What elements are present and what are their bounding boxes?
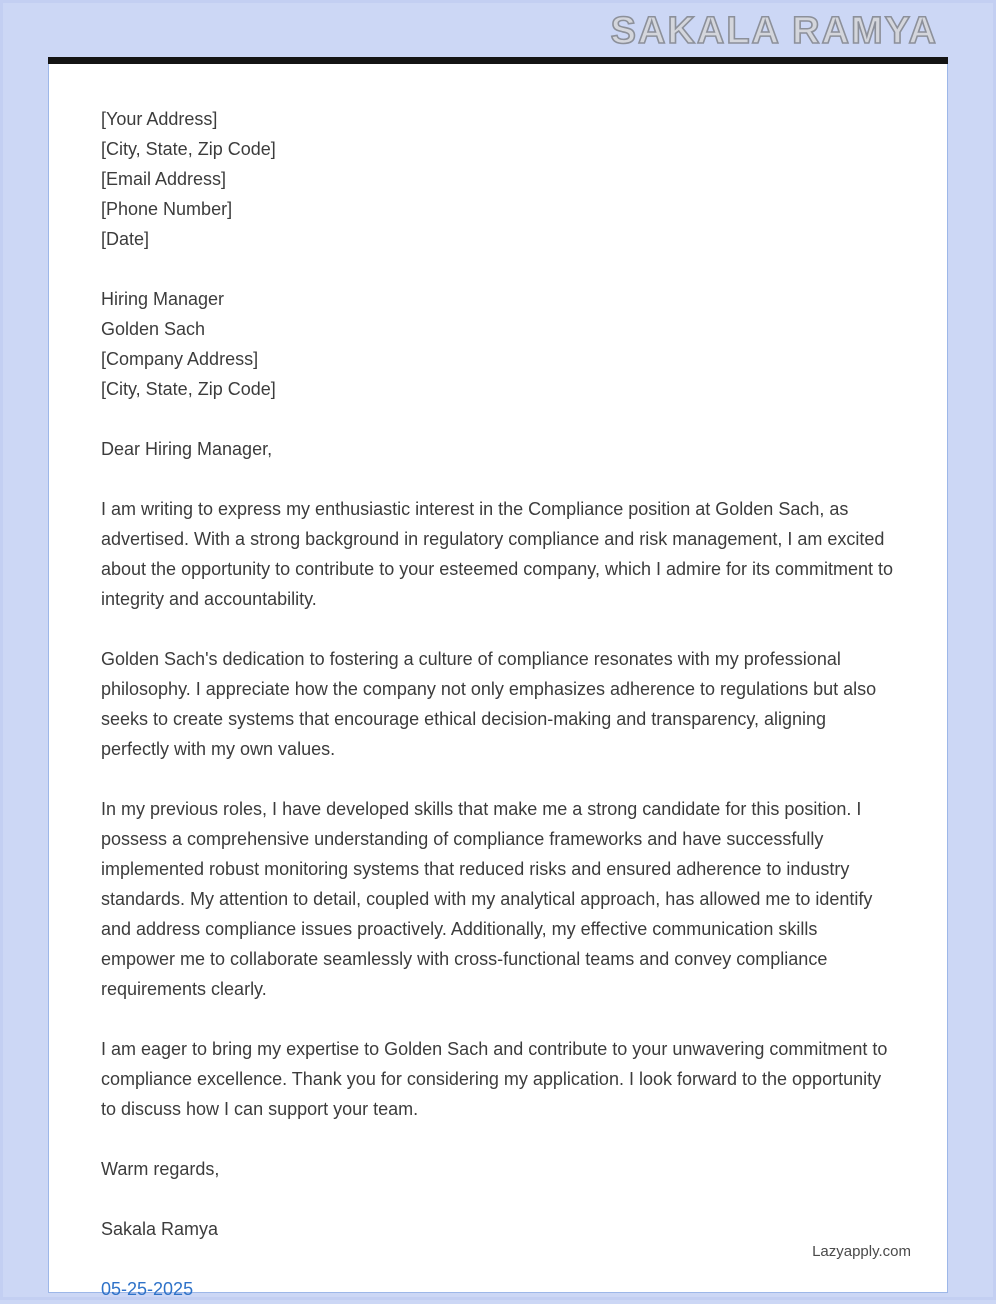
sender-date-line: [Date] <box>101 229 150 249</box>
recipient-address-line: [Company Address] <box>101 349 259 369</box>
sender-email-line: [Email Address] <box>101 169 227 189</box>
watermark-text: Lazyapply.com <box>812 1243 911 1260</box>
recipient-company-line: Golden Sach <box>101 319 206 339</box>
header-name: SAKALA RAMYA <box>610 10 938 52</box>
signature-name: Sakala Ramya <box>101 1219 219 1239</box>
paragraph-company-fit: Golden Sach's dedication to fostering a culture of compliance resonates with my professional philosophy. I appreciate how the company not only emphasizes adherence to regulations but also seeks to create systems that encourage ethical decision-making and transparency, aligning perfectly with my own values. <box>101 649 877 759</box>
salutation: Dear Hiring Manager, <box>101 439 273 459</box>
letter-content <box>49 58 947 1304</box>
sender-city-line: [City, State, Zip Code] <box>101 139 276 159</box>
sender-address-line: [Your Address] <box>101 109 218 129</box>
paragraph-closing-interest: I am eager to bring my expertise to Golden Sach and contribute to your unwavering commitment to compliance excellence. Thank you for considering my application. I look forward to the opportunity to discuss how I can support your team. <box>101 1039 888 1119</box>
closing: Warm regards, <box>101 1159 220 1179</box>
letter-page <box>48 57 948 1299</box>
page-top-bar <box>48 57 948 64</box>
footer-date: 05-25-2025 <box>101 1279 194 1299</box>
sender-block <box>101 104 895 254</box>
recipient-city-line: [City, State, Zip Code] <box>101 379 276 399</box>
paragraph-experience: In my previous roles, I have developed skills that make me a strong candidate for this position. I possess a comprehensive understanding of compliance frameworks and have successfully implemented robust monitoring systems that reduced risks and ensured adherence to industry standards. My attention to detail, coupled with my analytical approach, has allowed me to identify and address compliance issues proactively. Additionally, my effective communication skills empower me to collaborate seamlessly with cross-functional teams and convey compliance requirements clearly. <box>101 799 873 999</box>
sender-phone-line: [Phone Number] <box>101 199 233 219</box>
recipient-title-line: Hiring Manager <box>101 289 225 309</box>
paragraph-intro: I am writing to express my enthusiastic interest in the Compliance position at Golden Sach, as advertised. With a strong background in regulatory compliance and risk management, I am excited about the opportunity to contribute to your esteemed company, which I admire for its commitment to integrity and accountability. <box>101 499 894 609</box>
recipient-block <box>101 284 895 404</box>
